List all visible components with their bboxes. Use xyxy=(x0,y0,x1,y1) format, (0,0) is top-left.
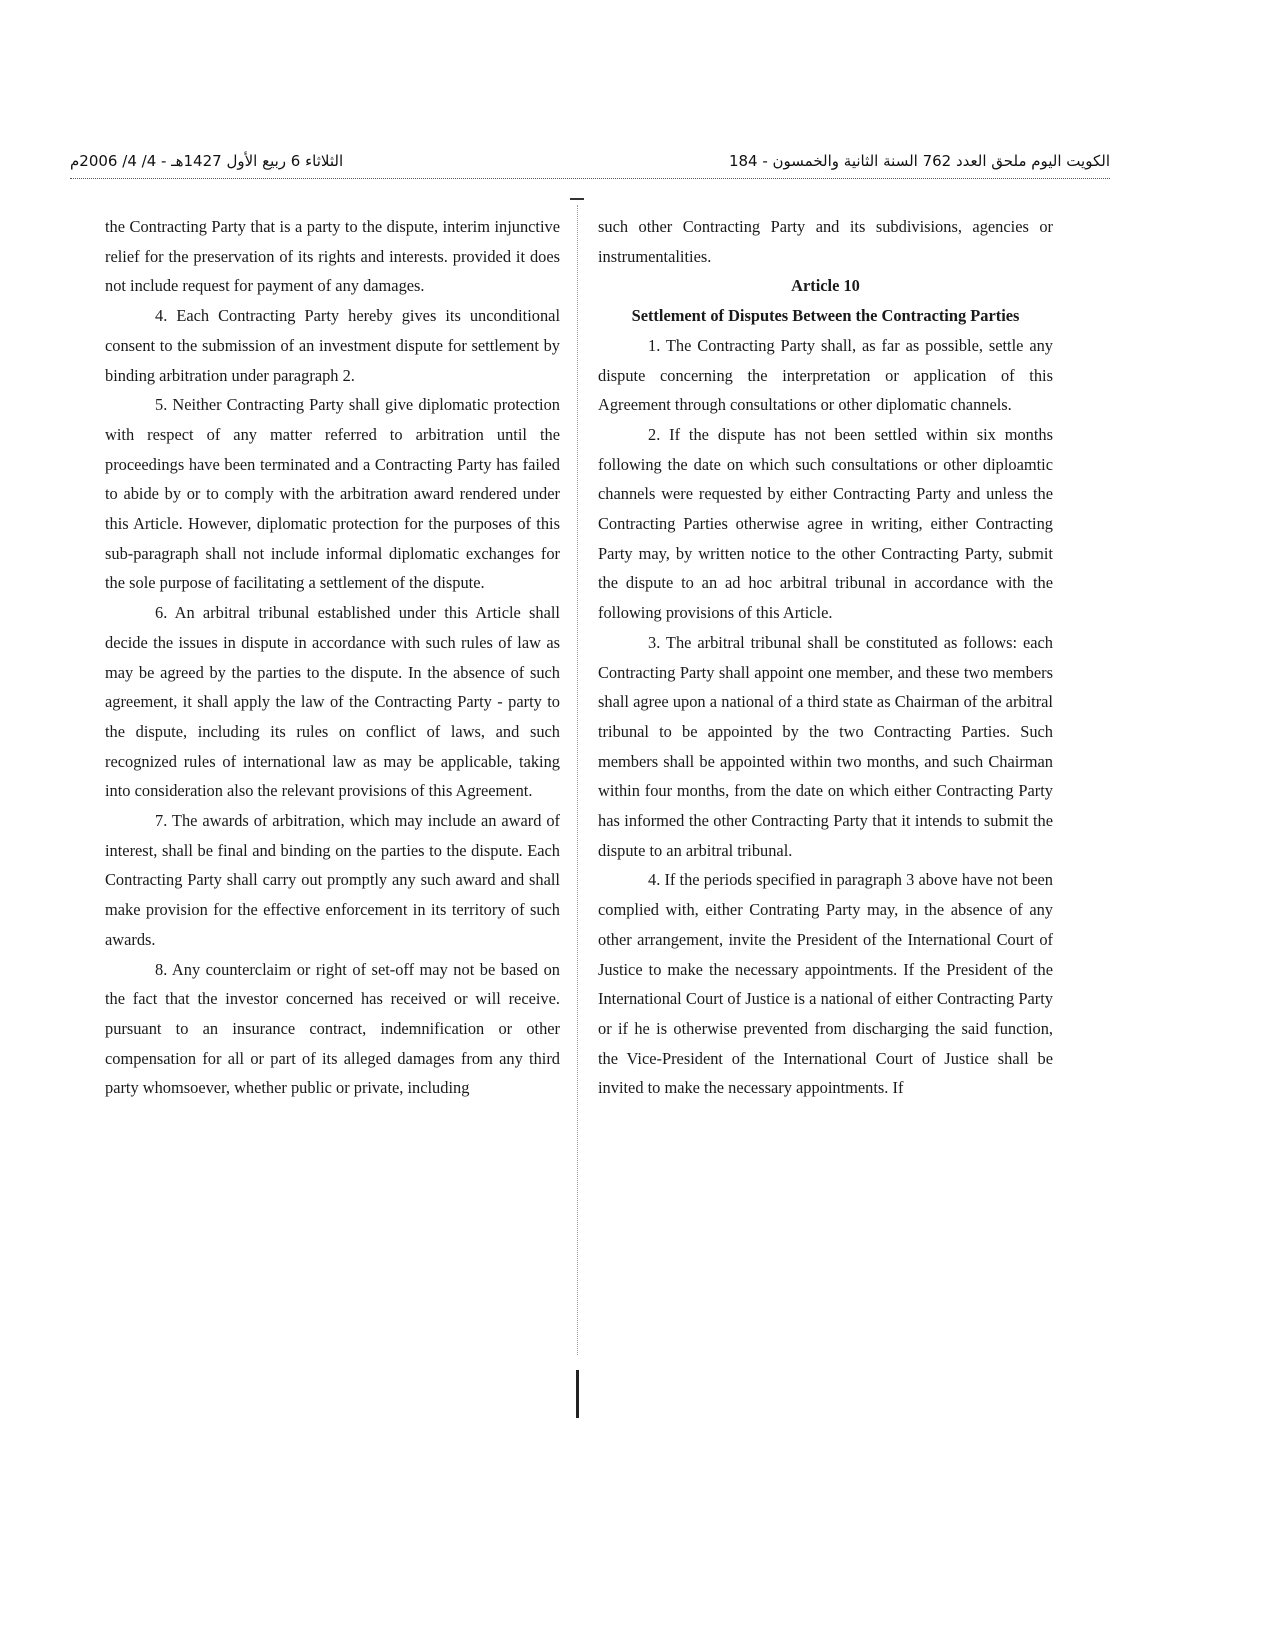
article10-paragraph-2: 2. If the dispute has not been settled within six months following the date on which such consultations or other diploamtic channels were requested by either Contracting Party and unless the Contracting Parties otherwise agree in writing, either Contracting Party may, by written notice to the other Contracting Party, submit the dispute to an ad hoc arbitral tribunal in accordance with the following provisions of this Article. xyxy=(598,424,1053,623)
article10-paragraph-4: 4. If the periods specified in paragraph 3 above have not been complied with, either Contrating Party may, in the absence of any other arrangement, invite the President of the International Court of Justice to make the necessary appointments. If the President of the International Court of Justice is a national of either Contracting Party or if he is otherwise prevented from discharging the said function, the Vice-President of the International Court of Justice shall be invited to make the necessary appointments. If xyxy=(598,870,1053,1098)
header-gazette-issue: الكويت اليوم ملحق العدد 762 السنة الثانية والخمسون - 184 xyxy=(728,152,1110,170)
paragraph-6: 6. An arbitral tribunal established under this Article shall decide the issues in dispute in accordance with such rules of law as may be agreed by the parties to the dispute. In the absence of such agreement, it shall apply the law of the Contracting Party - party to the dispute, including its rules on conflict of laws, and such recognized rules of international law as may be applicable, taking into consideration also the relevant provisions of this Agreement. xyxy=(105,603,560,801)
left-continuation-paragraph: the Contracting Party that is a party to the dispute, interim injunctive relief for the preservation of its rights and interests. provided it does not include request for payment of any damages. xyxy=(105,217,560,296)
page-header xyxy=(70,150,1110,180)
paragraph-8: 8. Any counterclaim or right of set-off may not be based on the fact that the investor concerned has received or will receive. pursuant to an insurance contract, indemnification or other compensation for all or part of its alleged damages from any third party whomsoever, whether public or private, including xyxy=(105,959,560,1098)
header-date: الثلاثاء 6 ربيع الأول 1427هـ - 4/ 4/ 2006م xyxy=(70,152,344,170)
column-divider-bar xyxy=(576,1370,579,1418)
paragraph-4: 4. Each Contracting Party hereby gives its unconditional consent to the submission of an investment dispute for settlement by binding arbitration under paragraph 2. xyxy=(105,306,560,385)
paragraph-7: 7. The awards of arbitration, which may include an award of interest, shall be final and binding on the parties to the dispute. Each Contracting Party shall carry out promptly any such award and shall make provision for the effective enforcement in its territory of such awards. xyxy=(105,811,560,949)
paragraph-5: 5. Neither Contracting Party shall give diplomatic protection with respect of any matter referred to arbitration until the proceedings have been terminated and a Contracting Party has failed to abide by or to comply with the arbitration award rendered under this Article. However, diplomatic protection for the purposes of this sub-paragraph shall not include informal diplomatic exchanges for the sole purpose of facilitating a settlement of the dispute. xyxy=(105,395,560,593)
article-title: Settlement of Disputes Between the Contracting Parties xyxy=(631,306,1020,326)
article-number: Article 10 xyxy=(791,276,860,296)
article10-paragraph-1: 1. The Contracting Party shall, as far as possible, settle any dispute concerning the interpretation or application of this Agreement through consultations or other diplomatic channels. xyxy=(598,335,1053,415)
header-rule xyxy=(70,178,1110,179)
right-continuation-paragraph: such other Contracting Party and its subdivisions, agencies or instrumentalities. xyxy=(598,217,1053,266)
right-column xyxy=(598,212,1053,1103)
left-column xyxy=(105,212,560,1103)
article10-paragraph-3: 3. The arbitral tribunal shall be constituted as follows: each Contracting Party shall appoint one member, and these two members shall agree upon a national of a third state as Chairman of the arbitral tribunal to be appointed by the two Contracting Parties. Such members shall be appointed within two months, and such Chairman within four months, from the date on which either Contracting Party has informed the other Contracting Party that it intends to submit the dispute to an arbitral tribunal. xyxy=(598,632,1053,860)
column-divider-top-mark xyxy=(570,198,584,200)
column-divider xyxy=(577,205,578,1355)
